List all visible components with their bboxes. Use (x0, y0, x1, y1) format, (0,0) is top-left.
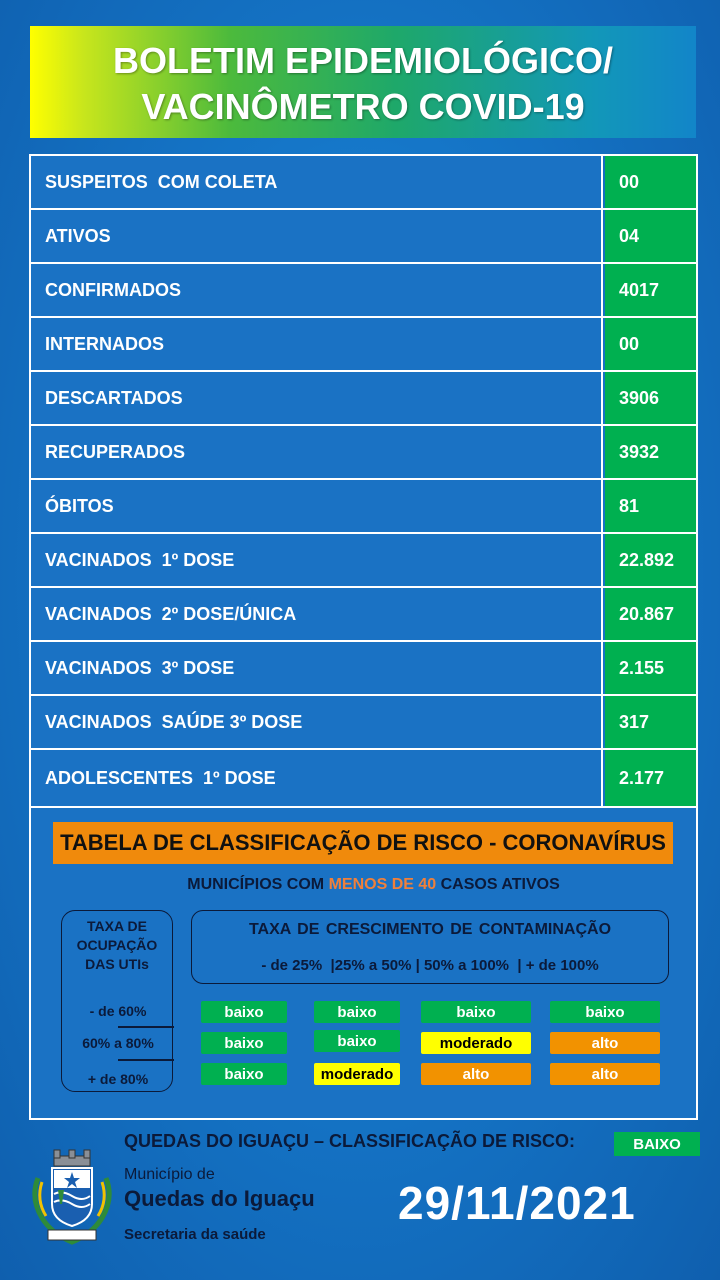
stats-value: 317 (605, 696, 696, 748)
stats-value: 00 (605, 318, 696, 370)
stats-value: 81 (605, 480, 696, 532)
stats-value: 20.867 (605, 588, 696, 640)
risk-subtitle-post: CASOS ATIVOS (436, 876, 560, 893)
stats-label: ATIVOS (31, 210, 603, 262)
risk-cell: baixo (201, 1001, 287, 1023)
risk-cell: baixo (550, 1001, 660, 1023)
uti-title-line: TAXA DE (87, 918, 147, 934)
stats-row (31, 156, 696, 210)
uti-divider (118, 1026, 174, 1028)
stats-value: 22.892 (605, 534, 696, 586)
stats-row (31, 318, 696, 372)
risk-cell: baixo (421, 1001, 531, 1023)
stats-label: RECUPERADOS (31, 426, 603, 478)
growth-ranges: - de 25% |25% a 50% | 50% a 100% | + de 100% (261, 957, 599, 974)
risk-cell: alto (550, 1063, 660, 1085)
risk-subtitle-highlight: MENOS DE 40 (328, 876, 437, 893)
stats-row (31, 534, 696, 588)
stats-value: 2.177 (605, 750, 696, 806)
growth-title: TAXA DE CRESCIMENTO DE CONTAMINAÇÃO (248, 921, 612, 938)
stats-value: 3906 (605, 372, 696, 424)
risk-table-title: TABELA DE CLASSIFICAÇÃO DE RISCO - CORONAVÍRUS (53, 822, 673, 864)
risk-cell: baixo (201, 1063, 287, 1085)
stats-row (31, 264, 696, 318)
stats-label: VACINADOS 3º DOSE (31, 642, 603, 694)
municipality-name: Quedas do Iguaçu (124, 1186, 315, 1211)
stats-row (31, 426, 696, 480)
stats-label: VACINADOS 2º DOSE/ÚNICA (31, 588, 603, 640)
classification-label: QUEDAS DO IGUAÇU – CLASSIFICAÇÃO DE RISCO: (124, 1131, 576, 1151)
stats-label: ÓBITOS (31, 480, 603, 532)
uti-divider (118, 1059, 174, 1061)
growth-rate-box (191, 910, 669, 984)
risk-cell: baixo (314, 1030, 400, 1052)
risk-cell: moderado (314, 1063, 400, 1085)
stats-label: VACINADOS 1º DOSE (31, 534, 603, 586)
stats-label: CONFIRMADOS (31, 264, 603, 316)
header-banner (30, 26, 696, 138)
uti-occupancy-box (61, 910, 173, 1092)
stats-row (31, 210, 696, 264)
header-title-line2: VACINÔMETRO COVID-19 (141, 86, 585, 127)
risk-cell: baixo (201, 1032, 287, 1054)
risk-cell: alto (421, 1063, 531, 1085)
stats-row (31, 372, 696, 426)
uti-range-low: - de 60% (89, 1003, 147, 1019)
stats-row (31, 480, 696, 534)
stats-row (31, 696, 696, 750)
stats-row (31, 642, 696, 696)
header-title-line1: BOLETIM EPIDEMIOLÓGICO/ (112, 40, 613, 81)
stats-label: INTERNADOS (31, 318, 603, 370)
municipality-small-label: Município de (124, 1166, 215, 1183)
header-title (30, 38, 696, 130)
classification-badge: BAIXO (614, 1132, 700, 1156)
risk-cell: alto (550, 1032, 660, 1054)
risk-panel (29, 808, 698, 1120)
uti-range-high: + de 80% (87, 1071, 149, 1087)
health-secretariat-label: Secretaria da saúde (124, 1226, 266, 1243)
stats-label: VACINADOS SAÚDE 3º DOSE (31, 696, 603, 748)
stats-value: 00 (605, 156, 696, 208)
bulletin-date: 29/11/2021 (398, 1177, 636, 1229)
uti-range-mid: 60% a 80% (82, 1035, 154, 1051)
risk-cell: baixo (314, 1001, 400, 1023)
stats-value: 4017 (605, 264, 696, 316)
uti-title-line: OCUPAÇÃO (76, 937, 158, 953)
stats-table (29, 154, 698, 808)
stats-label: DESCARTADOS (31, 372, 603, 424)
uti-title-line: DAS UTIs (85, 956, 149, 972)
stats-label: ADOLESCENTES 1º DOSE (31, 750, 603, 806)
stats-label: SUSPEITOS COM COLETA (31, 156, 603, 208)
stats-row (31, 750, 696, 806)
risk-subtitle-pre: MUNICÍPIOS COM (187, 876, 329, 893)
stats-row (31, 588, 696, 642)
stats-value: 2.155 (605, 642, 696, 694)
risk-cell: moderado (421, 1032, 531, 1054)
uti-title (62, 917, 172, 974)
stats-value: 04 (605, 210, 696, 262)
municipal-coat-of-arms-icon (28, 1138, 116, 1248)
stats-value: 3932 (605, 426, 696, 478)
risk-subtitle (31, 876, 696, 894)
